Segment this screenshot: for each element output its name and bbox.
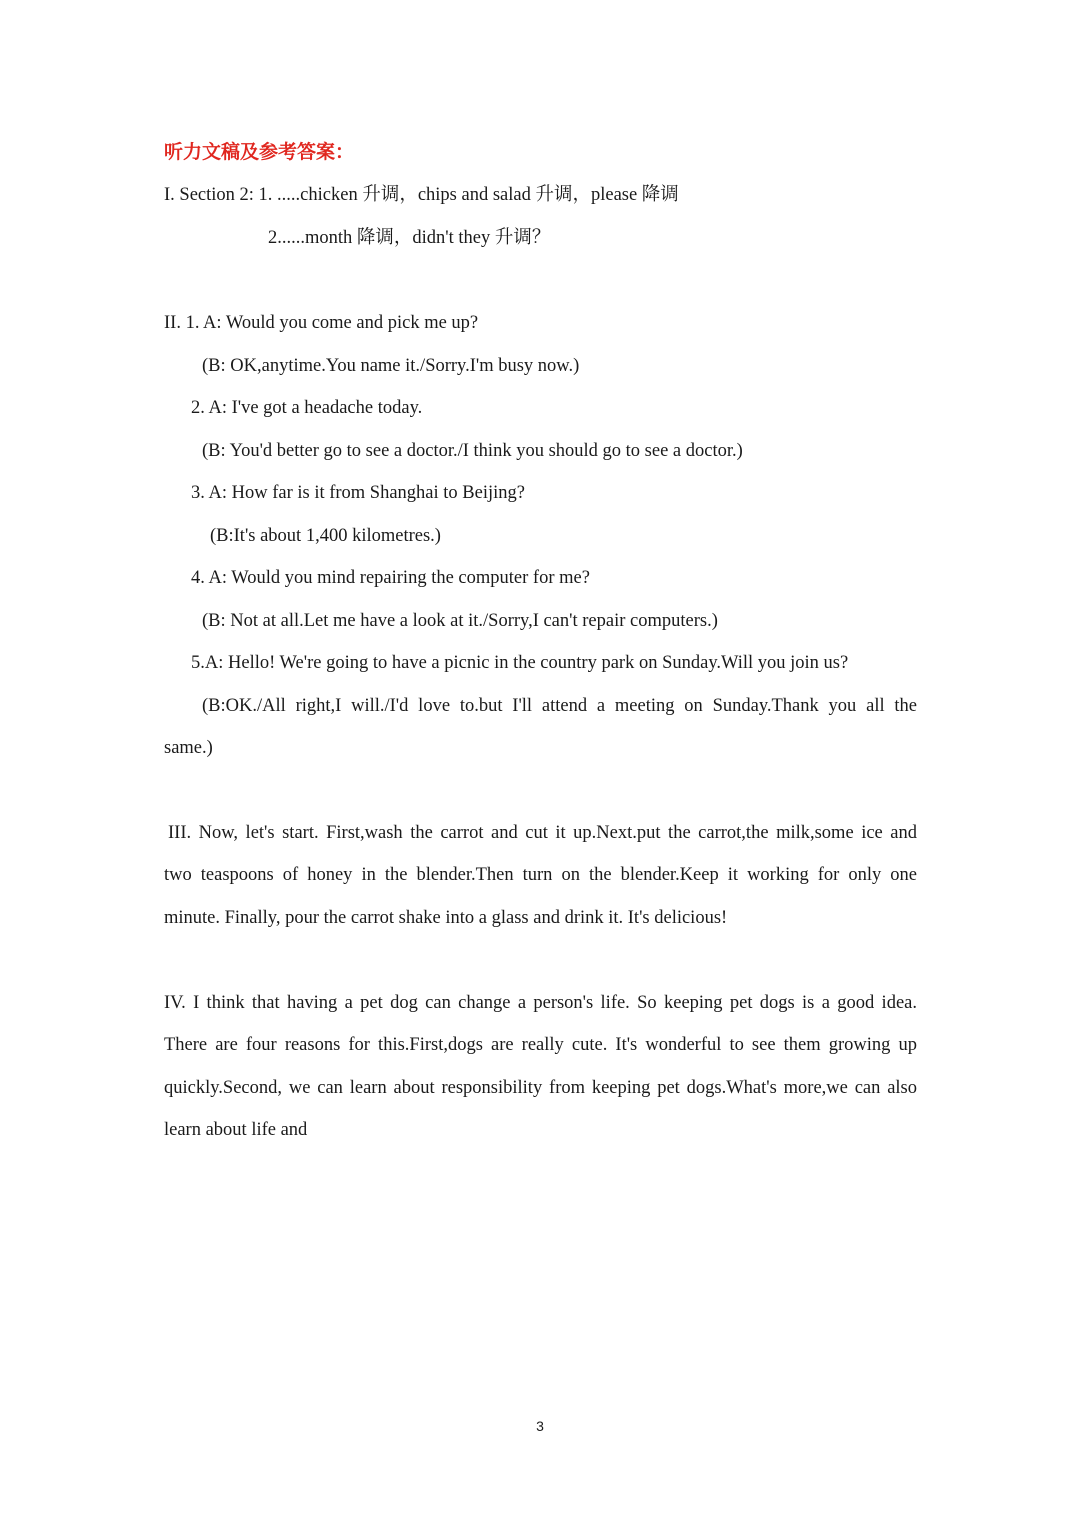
- section2-q3-b: (B:It's about 1,400 kilometres.): [210, 526, 441, 546]
- section2-q2-a: 2. A: I've got a headache today.: [191, 398, 423, 418]
- section2-q4-b: (B: Not at all.Let me have a look at it./Sorry,I can't repair computers.): [202, 611, 718, 631]
- section4-line3: quickly.Second, we can learn about responsibility from keeping pet dogs.What's more,we can also: [164, 1078, 917, 1098]
- section2-q5-a: 5.A: Hello! We're going to have a picnic in the country park on Sunday.Will you join us?: [191, 653, 849, 673]
- section3-line1: III. Now, let's start. First,wash the carrot and cut it up.Next.put the carrot,the milk,some ice and: [168, 823, 917, 843]
- section2-q2-b: (B: You'd better go to see a doctor./I think you should go to see a doctor.): [202, 441, 743, 461]
- section4-line1: IV. I think that having a pet dog can change a person's life. So keeping pet dogs is a good idea.: [164, 993, 917, 1013]
- section4-line4: learn about life and: [164, 1120, 308, 1140]
- section2-q1-b: (B: OK,anytime.You name it./Sorry.I'm busy now.): [202, 356, 580, 376]
- section2-q5-b-line2: same.): [164, 738, 213, 758]
- section1-line2: 2......month 降调，didn't they 升调？: [268, 228, 551, 248]
- section1-line1: I. Section 2: 1. .....chicken 升调，chips and salad 升调，please 降调: [164, 185, 679, 205]
- section3-line2: two teaspoons of honey in the blender.Then turn on the blender.Keep it working for only one: [164, 865, 917, 885]
- section2-q1-a: II. 1. A: Would you come and pick me up?: [164, 313, 479, 333]
- section4-line2: There are four reasons for this.First,dogs are really cute. It's wonderful to see them growing up: [164, 1035, 917, 1055]
- section2-q5-b-line1: (B:OK./All right,I will./I'd love to.but I'll attend a meeting on Sunday.Thank you all the: [202, 696, 917, 716]
- page-heading: 听力文稿及参考答案：: [164, 142, 355, 163]
- section2-q3-a: 3. A: How far is it from Shanghai to Beijing?: [191, 483, 525, 503]
- section2-q4-a: 4. A: Would you mind repairing the computer for me?: [191, 568, 590, 588]
- section3-line3: minute. Finally, pour the carrot shake into a glass and drink it. It's delicious!: [164, 908, 728, 928]
- page-number: 3: [536, 1418, 544, 1434]
